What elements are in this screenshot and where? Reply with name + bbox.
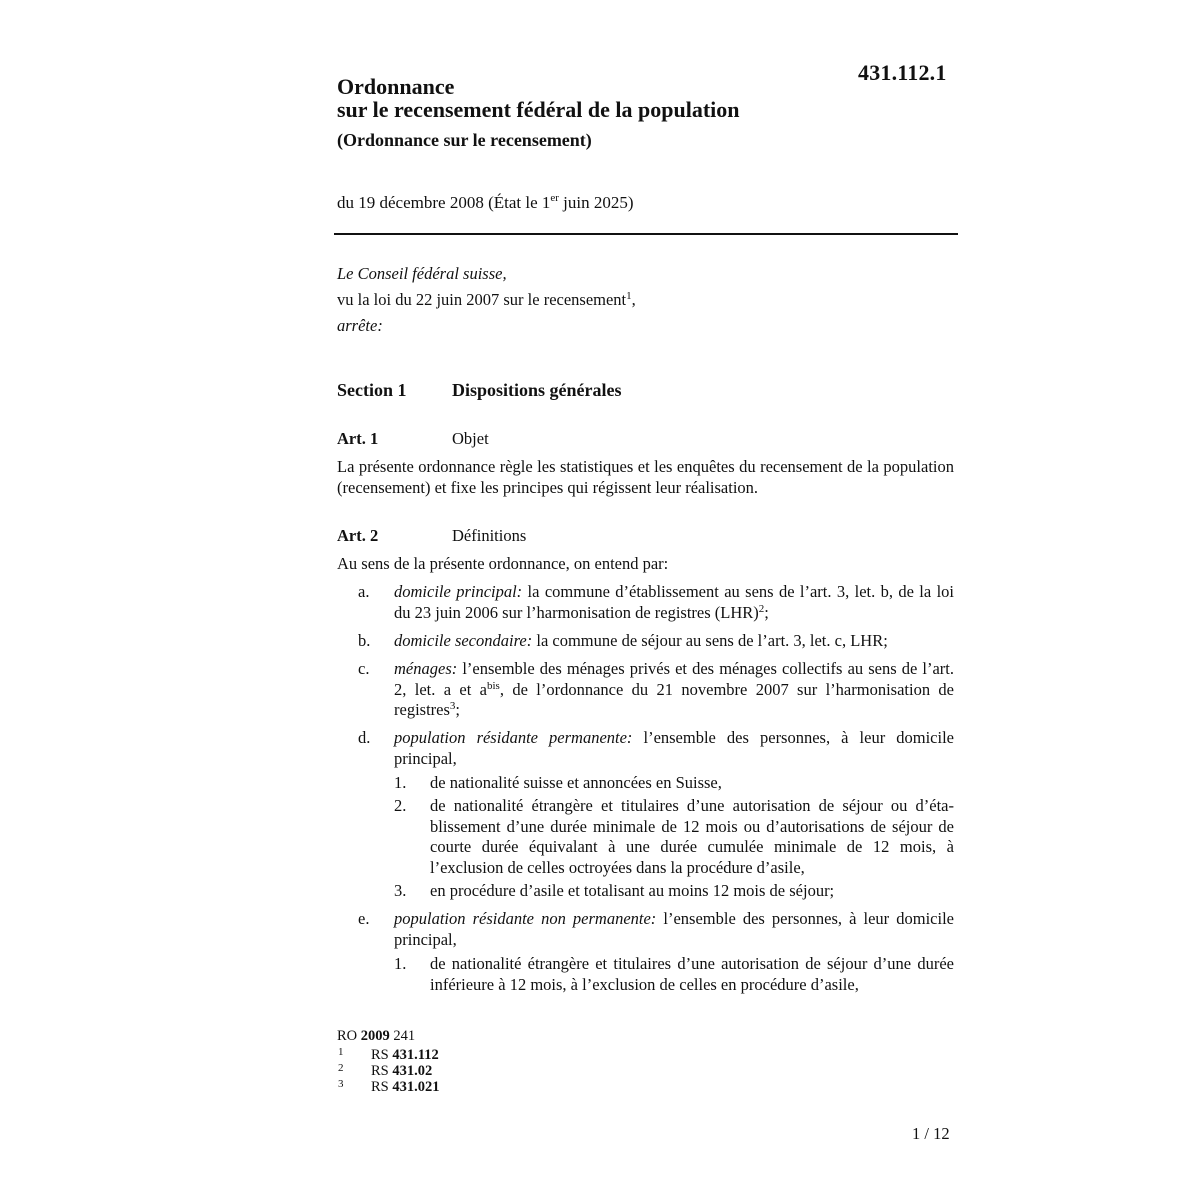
sub-item: en procédure d’asile et totalisant au moins 12 mois de séjour; — [430, 881, 835, 900]
footnote-text[interactable]: RS 431.021 — [371, 1079, 440, 1095]
definition-label: a. — [358, 582, 370, 601]
definition-item: population résidante permanente: l’ensemble des personnes, à leur domicile principal, — [394, 728, 954, 768]
article-1-title: Objet — [452, 429, 489, 448]
footnote-number: 1 — [338, 1046, 344, 1058]
sub-item-label: 3. — [394, 881, 407, 900]
footnote-ref[interactable]: 1 — [626, 290, 632, 302]
article-1-text: La présente ordonnance règle les statistiques et les enquêtes du recensement de la population (recensement) et fixe les principes qui régissent leur réalisation. — [337, 457, 954, 497]
definition-label: d. — [358, 728, 371, 747]
footnote-number: 2 — [338, 1062, 344, 1074]
sub-item-label: 1. — [394, 954, 407, 973]
footnote-text[interactable]: RS 431.02 — [371, 1063, 433, 1079]
header-divider — [334, 233, 958, 235]
definition-label: e. — [358, 909, 370, 928]
document-title: Ordonnance — [337, 74, 455, 99]
definition-item: domicile principal: la commune d’établissement au sens de l’art. 3, let. b, de la loi du 23 juin 2006 sur l’harmonisation de registres (LHR)$^2$; — [394, 582, 954, 622]
article-2-intro: Au sens de la présente ordonnance, on entend par: — [337, 554, 669, 573]
preamble-basis: vu la loi du 22 juin 2007 sur le recensement$^1$, — [337, 290, 636, 309]
definition-item: population résidante non permanente: l’ensemble des personnes, à leur domicile principal, — [394, 909, 954, 949]
definition-item: ménages: l’ensemble des ménages privés et des ménages collectifs au sens de l’art. 2, let. a et $a^{bis}$, de l’ordonnance du 21 novembre 2007 sur l’harmonisation de registres$^3$; — [394, 659, 954, 719]
section-title: Dispositions générales — [452, 380, 622, 400]
sub-item-label: 1. — [394, 773, 407, 792]
footnote-text[interactable]: RS 431.112 — [371, 1047, 439, 1063]
footnote-ref[interactable]: 2 — [758, 602, 765, 615]
document-subtitle: (Ordonnance sur le recensement) — [337, 130, 592, 150]
official-compilation-ref: RO 2009 241 — [337, 1028, 416, 1044]
definition-label: b. — [358, 631, 371, 650]
article-2-number: Art. 2 — [337, 526, 379, 545]
document-title-line2: sur le recensement fédéral de la population — [337, 97, 740, 122]
article-1-number: Art. 1 — [337, 429, 379, 448]
footnote-number: 3 — [338, 1078, 344, 1090]
page-number: 1 / 12 — [912, 1124, 950, 1143]
sub-item: de nationalité étrangère et titulaires d’une autorisation de séjour d’une durée inférieure à 12 mois, à l’exclusion de celles en procédure d’asile, — [430, 954, 954, 994]
definition-item: domicile secondaire: la commune de séjour au sens de l’art. 3, let. c, LHR; — [394, 631, 888, 650]
preamble-authority: Le Conseil fédéral suisse, — [337, 264, 507, 283]
footnote-ref[interactable]: 3 — [449, 700, 456, 712]
document-date: du 19 décembre 2008 (État le 1er juin 2025) — [337, 192, 634, 212]
preamble-decree: arrête: — [337, 316, 383, 335]
sub-item: de nationalité étrangère et titulaires d’une autorisation de séjour ou d’établissement d’une durée minimale de 12 mois ou d’autorisations de séjour de courte durée équivalant à une durée cumulée minimale de 12 mois, à l’exclusion de celles octroyées dans la procédure d’asile, — [430, 796, 954, 877]
sub-item-label: 2. — [394, 796, 407, 815]
sub-item: de nationalité suisse et annoncées en Suisse, — [430, 773, 722, 792]
article-2-title: Définitions — [452, 526, 527, 545]
definition-label: c. — [358, 659, 370, 678]
document-code: 431.112.1 — [858, 60, 947, 85]
section-number: Section 1 — [337, 380, 407, 400]
